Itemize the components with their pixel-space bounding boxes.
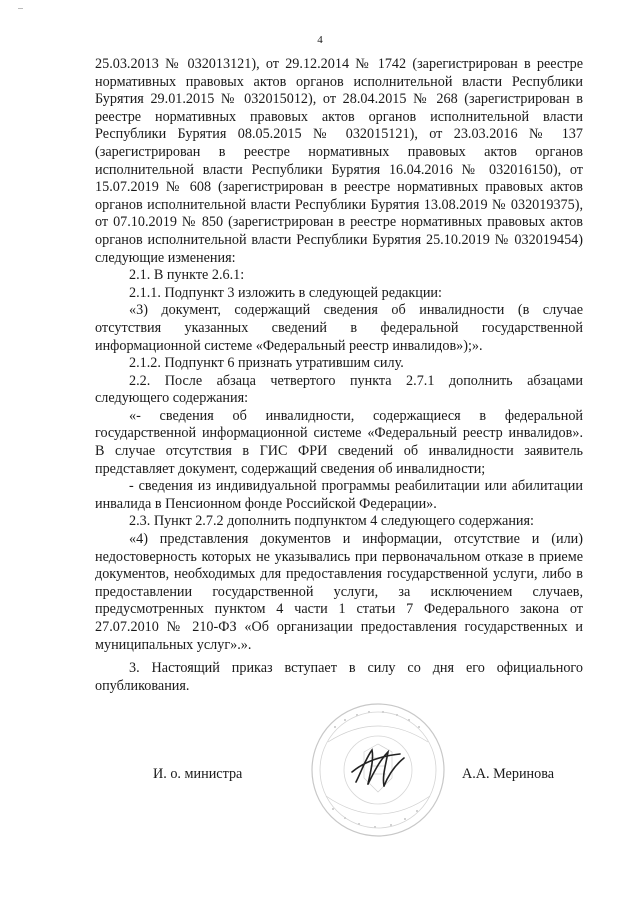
closing-section bbox=[95, 659, 583, 695]
paragraph-2-2: 2.2. После абзаца четвертого пункта 2.7.1 дополнить абзацами следующего содержания: bbox=[95, 372, 583, 407]
scan-mark bbox=[18, 8, 23, 9]
paragraph-2-1-1: 2.1.1. Подпункт 3 изложить в следующей редакции: bbox=[129, 284, 442, 301]
document-body bbox=[95, 56, 583, 654]
page-number: 4 bbox=[317, 34, 323, 46]
paragraph-entry-into-force: 3. Настоящий приказ вступает в силу со дня его официального опубликования. bbox=[95, 660, 583, 694]
signatory-position: И. о. министра bbox=[153, 766, 243, 782]
paragraph-quote-rehabilitation: - сведения из индивидуальной программы реабилитации или абилитации инвалида в Пенсионном фонде Российской Федерации». bbox=[95, 478, 583, 512]
paragraph-2-1: 2.1. В пункте 2.6.1: bbox=[129, 267, 245, 284]
paragraph-2-3: 2.3. Пункт 2.7.2 дополнить подпунктом 4 следующего содержания: bbox=[129, 513, 534, 530]
paragraph-quote-3: «3) документ, содержащий сведения об инвалидности (в случае отсутствия указанных сведений в федеральной государственной информационной системе «Федеральный реестр инвалидов»);». bbox=[95, 302, 583, 354]
paragraph-amendments-intro: 25.03.2013 № 032013121), от 29.12.2014 № 1742 (зарегистрирован в реестре нормативных правовых актов органов исполнительной власти Республики Бурятия 29.01.2015 № 032015012), от 28.04.2015 № 268 (зарегистрирован в реестре нормативных правовых актов органов исполнительной власти Республики Бурятия 08.05.2015 № 032015121), от 23.03.2016 № 137 (зарегистрирован в реестре нормативных правовых актов органов исполнительной власти Республики Бурятия 16.04.2016 № 032016150), от 15.07.2019 № 608 (зарегистрирован в реестре нормативных правовых актов органов исполнительной власти Республики Бурятия 13.08.2019 № 032019375), от 07.10.2019 № 850 (зарегистрирован в реестре нормативных правовых актов органов исполнительной власти Республики Бурятия 25.10.2019 № 032019454) следующие изменения: bbox=[95, 56, 583, 266]
official-seal-stamp bbox=[308, 700, 448, 840]
paragraph-quote-disability-info: «- сведения об инвалидности, содержащиеся в федеральной государственной информационной системе «Федеральный реестр инвалидов». В случае отсутствия в ГИС ФРИ сведений об инвалидности заявитель представляет документ, содержащий сведения об инвалидности; bbox=[95, 407, 583, 477]
handwritten-signature bbox=[352, 750, 404, 786]
paragraph-quote-4: «4) представления документов и информации, отсутствие и (или) недостоверность которых не указывались при первоначальном отказе в приеме документов, необходимых для предоставления государственной услуги, либо в предоставлении государственной услуги, за исключением случаев, предусмотренных пунктом 4 части 1 статьи 7 Федерального закона от 27.07.2010 № 210-ФЗ «Об организации предоставления государственных и муниципальных услуг».». bbox=[95, 531, 583, 653]
signatory-name: А.А. Меринова bbox=[462, 766, 555, 782]
paragraph-2-1-2: 2.1.2. Подпункт 6 признать утратившим силу. bbox=[129, 355, 404, 372]
